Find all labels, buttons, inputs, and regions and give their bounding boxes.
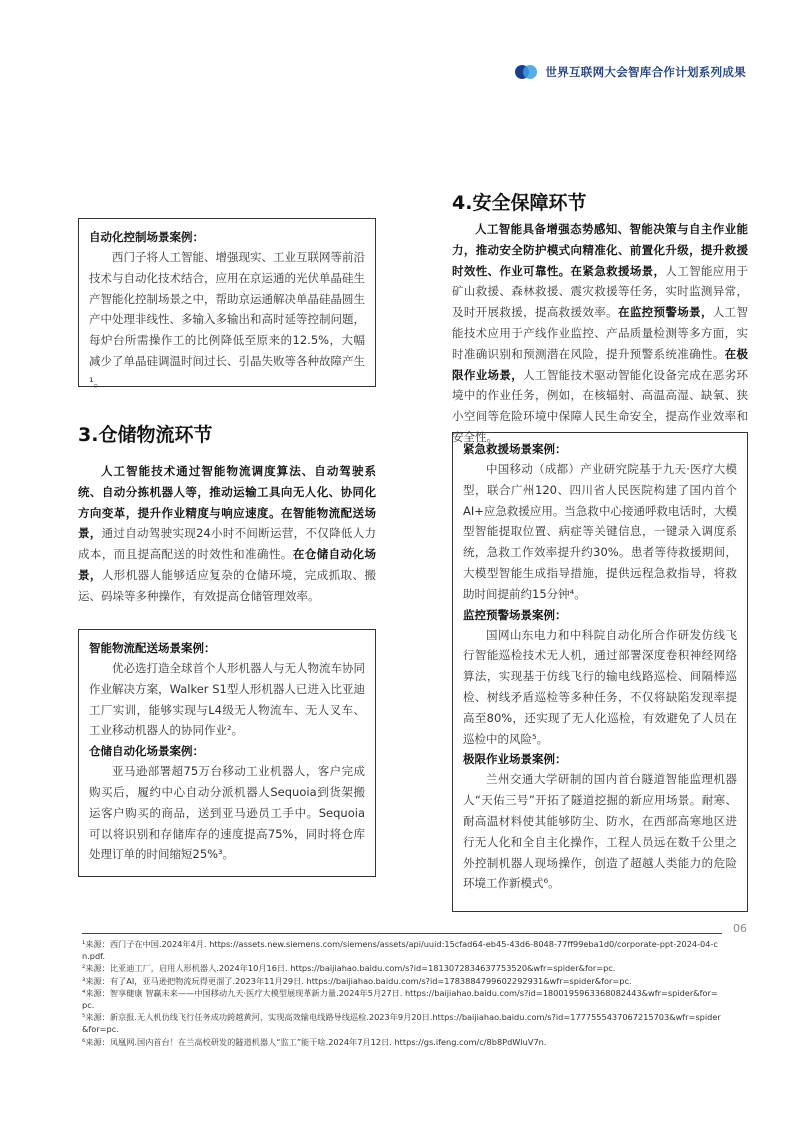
header-title: 世界互联网大会智库合作计划系列成果: [545, 65, 746, 79]
page-header: [515, 64, 746, 80]
automation-case-box: [78, 218, 376, 387]
section-4-body: [452, 219, 748, 448]
section-3-paragraph: [78, 461, 376, 607]
footnote-2: ²来源：比亚迪工厂，启用人形机器人.2024年10月16日. https://baijiahao.baidu.com/s?id=1813072834637753520&wfr=spider&for=pc.: [82, 963, 616, 974]
footnote-4: ⁴来源：智享健康 智赢未来——中国移动九天·医疗大模型展现革新力量.2024年5月27日. https://baijiahao.baidu.com/s?id=1800195963368082443&wfr=spider&for=pc.: [82, 987, 718, 1011]
warehouse-scene-text: 人形机器人能够适应复杂的仓储环境，完成抓取、搬运、码垛等多种操作，有效提高仓储管理效率。: [78, 567, 376, 603]
monitoring-case-text: 国网山东电力和中科院自动化所合作研发仿线飞行智能巡检技术无人机，通过部署深度卷积神经网络算法，实现基于仿线飞行的输电线路巡检、间隔棒巡检、树线矛盾巡检等多种任务，不仅将缺陷发现率提高至80%，还实现了无人化巡检，有效避免了人员在巡检中的风险⁵。: [463, 627, 737, 746]
monitoring-scene-label: 在监控预警场景，: [617, 305, 713, 320]
monitoring-scene-text: 人工智能技术应用于产线作业监控、产品质量检测等多方面，实时准确识别和预测潜在风险，提升预警系统准确性。: [452, 305, 749, 361]
page-number: 06: [733, 922, 747, 935]
extreme-scene-label: 在极限作业场景，: [452, 346, 749, 382]
section-4-paragraph: [452, 219, 748, 448]
section-3-body: [78, 461, 376, 607]
footnote-3: ³来源：有了AI，亚马逊把物流玩得更溜了.2023年11月29日. https://baijiahao.baidu.com/s?id=1783884799602292931&wfr=spider&for=pc.: [82, 975, 632, 986]
footnote-6: ⁶来源：凤凰网.国内首台！在兰高校研发的隧道机器人“监工”能干啥.2024年7月12日. https://gs.ifeng.com/c/8b8PdWluV7n.: [82, 1036, 547, 1047]
warehouse-case-text: 亚马逊部署超75万台移动工业机器人，客户完成购买后，履约中心自动分派机器人Sequoia到货架搬运客户购买的商品，送到亚马逊员工手中。Sequoia可以将识别和存储库存的速度提高75%，同时将仓库处理订单的时间缩短25%³。: [89, 764, 365, 862]
warehouse-case-label: 仓储自动化场景案例：: [89, 744, 204, 759]
footnote-1: ¹来源：西门子在中国.2024年4月. https://assets.new.siemens.com/siemens/assets/api/uuid:15cfad64-eb45-43d6-8048-77ff99eba1d0/corporate-ppt-2024-04-cn.pdf.: [82, 939, 718, 962]
logistics-case-label: 智能物流配送场景案例：: [89, 641, 216, 655]
footnotes: [82, 938, 722, 1048]
logistics-scene-text: 通过自动驾驶实现24小时不间断运营，不仅降低人力成本，而且提高配送的时效性和准确性。: [78, 526, 377, 562]
safety-cases-box: [452, 432, 748, 912]
logistics-case-text: 优必选打造全球首个人形机器人与无人物流车协同作业解决方案，Walker S1型人形机器人已进入比亚迪工厂实训，能够实现与L4级无人物流车、无人叉车、工业移动机器人的协同作业²。: [89, 661, 365, 738]
logistics-scene-label: 在智能物流配送场景，: [78, 505, 376, 541]
logistics-case-box: [78, 629, 376, 877]
automation-case-text: 西门子将人工智能、增强现实、工业互联网等前沿技术与自动化技术结合，应用在京运通的光伏单晶硅生产智能化控制场景之中，帮助京运通解决单晶硅晶圆生产中处理非线性、多输入多输出和高时延等控制问题，每炉台所需操作工的比例降低至原来的12.5%，大幅减少了单晶硅调温时间过长、引晶失败等各种故障产生¹。: [89, 250, 365, 389]
wic-logo-icon: [515, 65, 537, 79]
automation-case-label: 自动化控制场景案例：: [89, 230, 204, 244]
rescue-scene-text: 人工智能应用于矿山救援、森林救援、震灾救援等任务，实时监测异常，及时开展救援，提高救援效率。: [452, 263, 749, 320]
section-4-lead: 人工智能具备增强态势感知、智能决策与自主作业能力，推动安全防护模式向精准化、前置化升级，提升救援时效性、作业可靠性。: [452, 222, 748, 278]
section-4-title: 4.安全保障环节: [452, 192, 587, 214]
rescue-case-label: 紧急救援场景案例：: [463, 442, 567, 456]
rescue-scene-label: 在紧急救援场景，: [570, 263, 666, 278]
footnote-5: ⁵来源：新京报.无人机仿线飞行任务成功跨越黄河，实现高效输电线路导线巡检.2023年9月20日.https://baijiahao.baidu.com/s?id=1777555437067215703&wfr=spider&for=pc.: [82, 1012, 721, 1035]
extreme-case-text: 兰州交通大学研制的国内首台隧道智能监理机器人“天佑三号”开拓了隧道挖掘的新应用场景。耐寒、耐高温材料使其能够防尘、防水，在西部高寒地区进行无人化和全自主化操作，工程人员远在数千公里之外控制机器人现场操作，创造了超越人类能力的危险环境工作新模式⁶。: [463, 772, 737, 891]
monitoring-case-label: 监控预警场景案例：: [463, 607, 567, 622]
extreme-scene-text: 人工智能技术驱动智能化设备完成在恶劣环境中的作业任务，例如，在核辐射、高温高湿、缺氧、狭小空间等危险环境中保障人民生命安全，提高作业效率和安全性。: [452, 367, 748, 444]
footnote-divider: [82, 933, 722, 934]
section-3-lead: 人工智能技术通过智能物流调度算法、自动驾驶系统、自动分拣机器人等，推动运输工具向无人化、协同化方向变革，提升作业精度与响应速度。: [78, 464, 376, 520]
rescue-case-text: 中国移动（成都）产业研究院基于九天·医疗大模型，联合广州120、四川省人民医院构建了国内首个AI+应急救援应用。当急救中心接通呼救电话时，大模型智能提取位置、病症等关键信息，一键录入调度系统，急救工作效率提升约30%。患者等待救援期间，大模型智能生成指导措施，提供远程急救指导，将救助时间提前约15分钟⁴。: [463, 462, 737, 601]
extreme-case-label: 极限作业场景案例：: [463, 752, 567, 767]
section-3-title: 3.仓储物流环节: [78, 424, 213, 446]
warehouse-scene-label: 在仓储自动化场景，: [78, 547, 376, 582]
